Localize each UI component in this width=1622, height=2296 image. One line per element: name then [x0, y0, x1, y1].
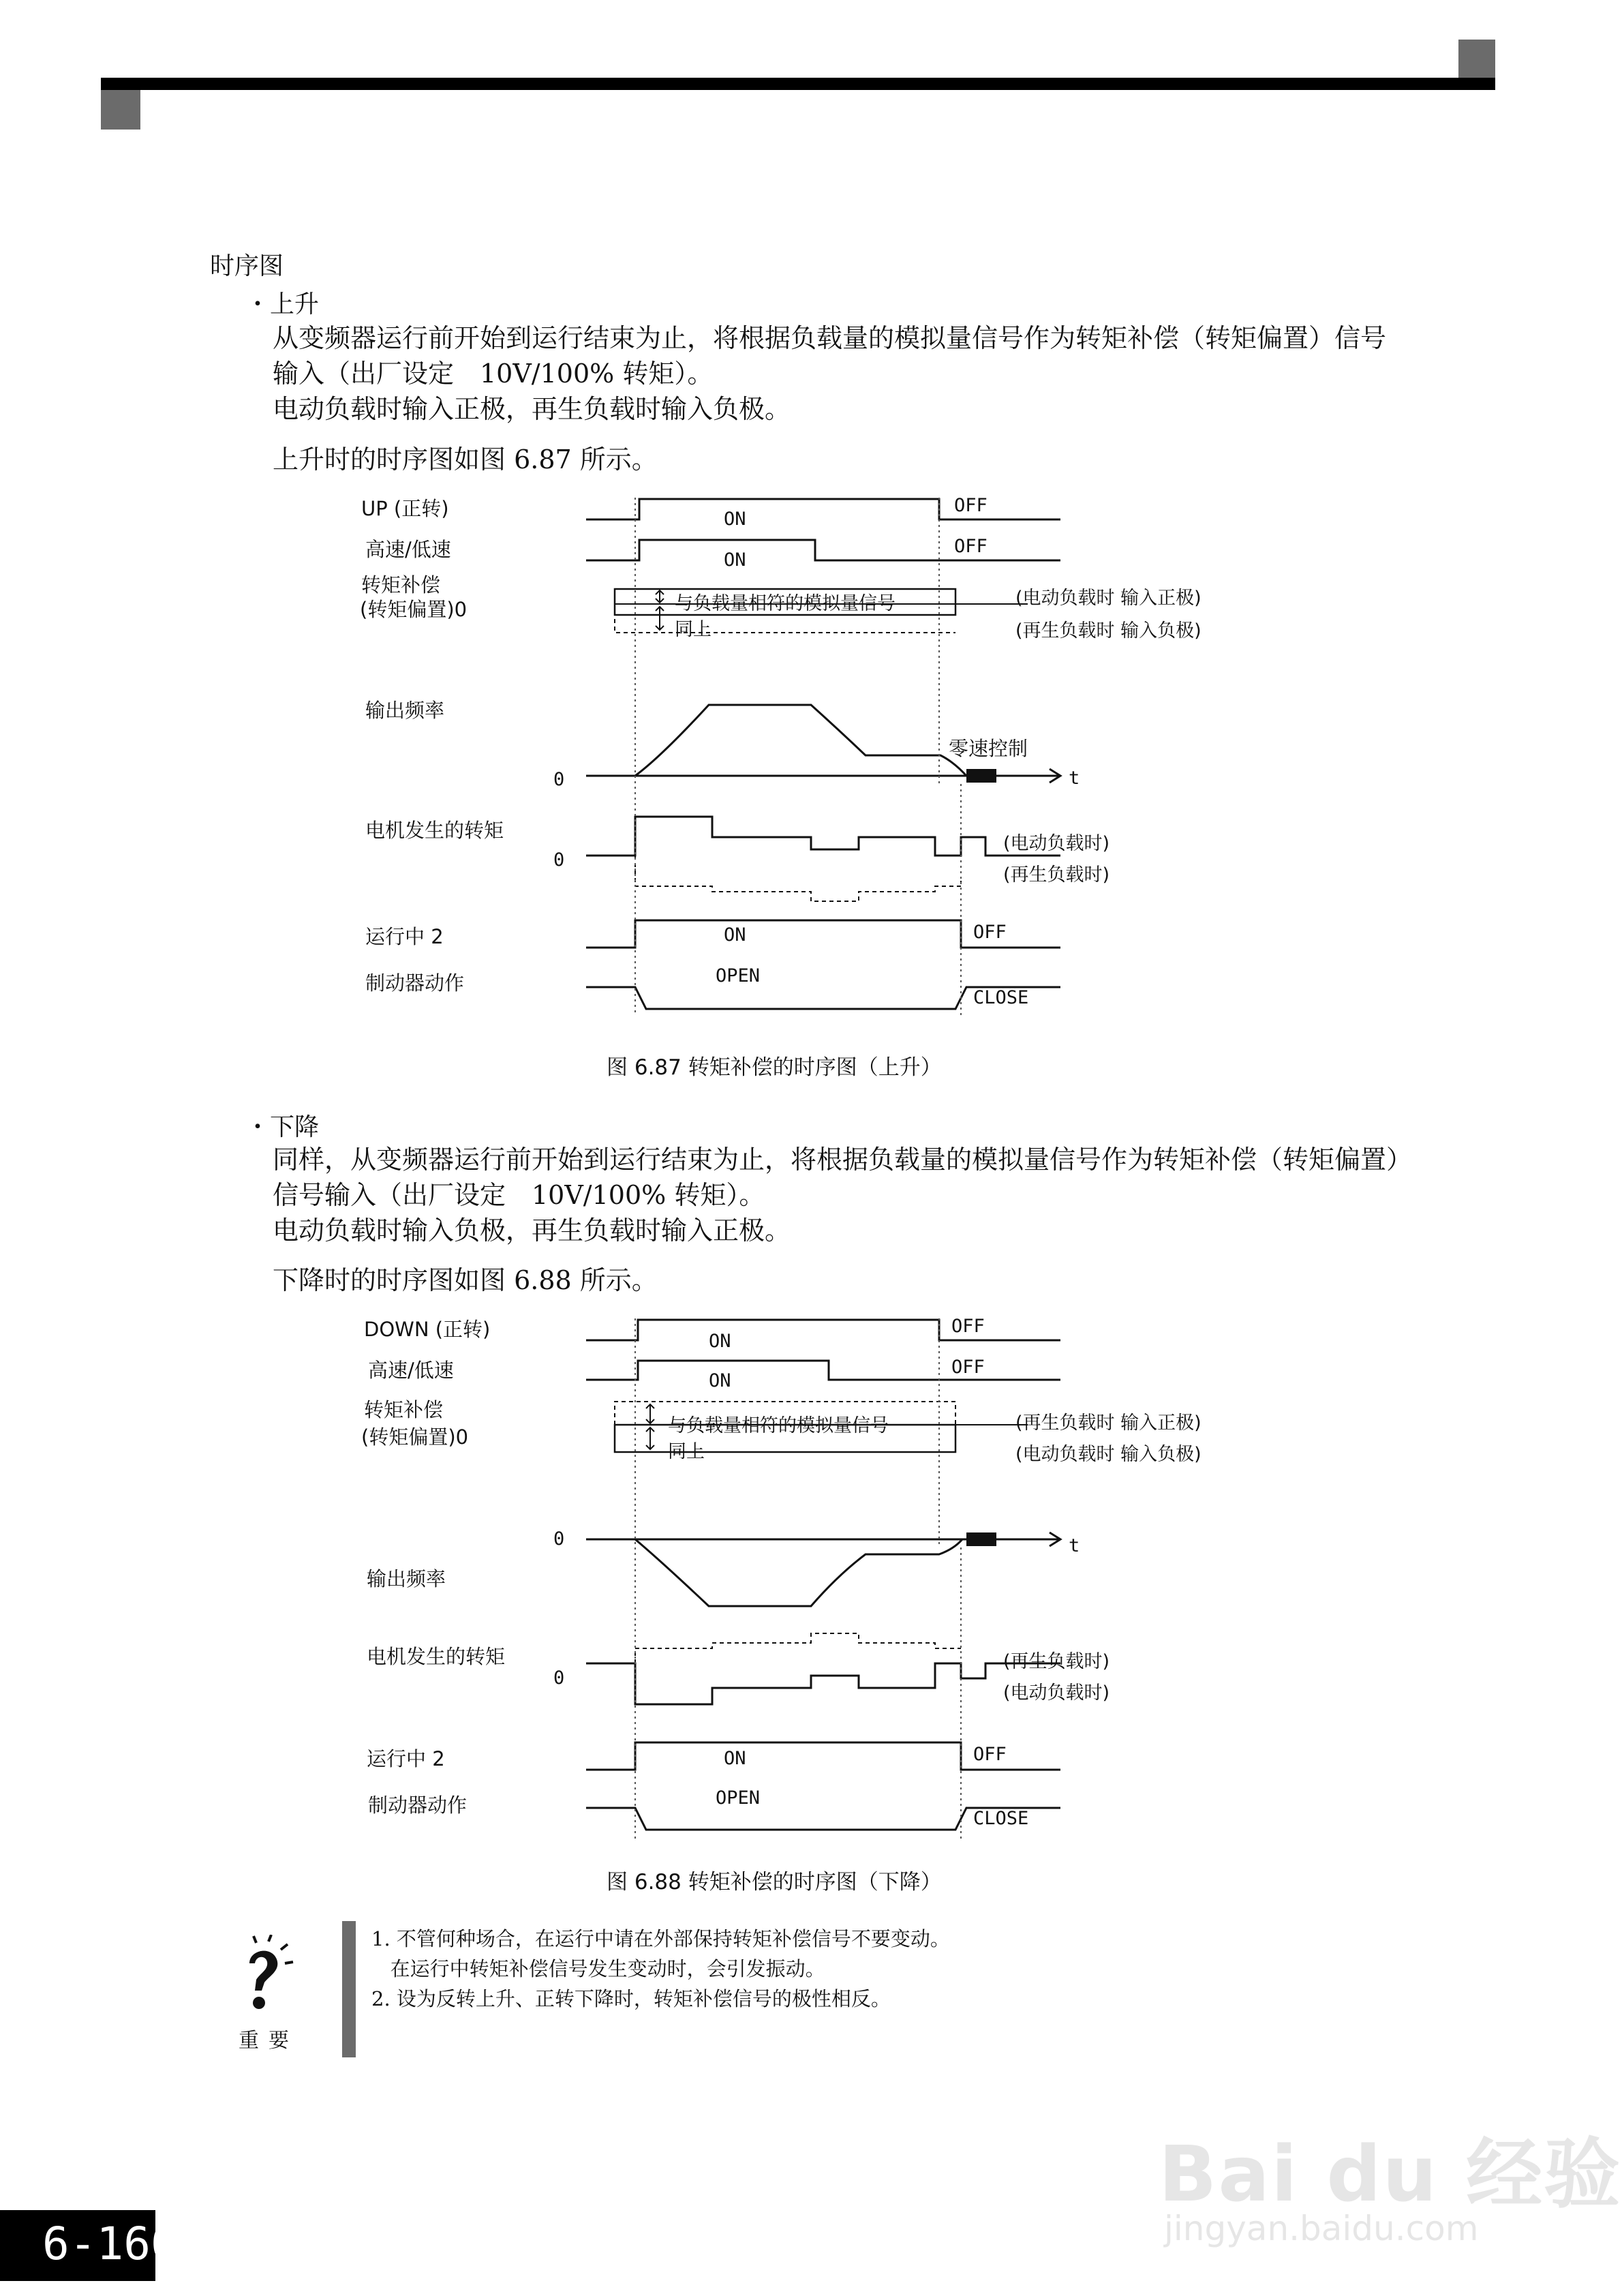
up-para1: 从变频器运行前开始到运行结束为止，将根据负载量的模拟量信号作为转矩补偿（转矩偏置）信号 输入（出厂设定 10V/100% 转矩）。 电动负载时输入正极，再生负载时输入负极。 [273, 323, 1387, 424]
header-rule [101, 78, 1495, 90]
zero-label: 0 [553, 769, 565, 790]
label-off: OFF [951, 1357, 985, 1378]
header-corner-block [1458, 40, 1495, 78]
sig-running: 运行中 2 [365, 925, 444, 948]
watermark-url: jingyan.baidu.com [1164, 2209, 1479, 2248]
label-on: ON [724, 1748, 746, 1769]
down-para1: 同样，从变频器运行前开始到运行结束为止，将根据负载量的模拟量信号作为转矩补偿（转矩偏置） 信号输入（出厂设定 10V/100% 转矩）。 电动负载时输入负极，再生负载时输入正极。 [273, 1145, 1413, 1245]
zero-speed-label: 零速控制 [949, 737, 1028, 760]
figure-caption-down: 图 6.88 转矩补偿的时序图（下降） [607, 1870, 942, 1894]
sig-torque-bias: (转矩偏置)0 [361, 1425, 469, 1449]
sig-speed: 高速/低速 [365, 538, 451, 561]
same-as-above: 同上 [675, 619, 711, 640]
watermark-logo: Bai du 经验 [1159, 2130, 1622, 2219]
note-line: 1. 不管何种场合，在运行中请在外部保持转矩补偿信号不要变动。 [371, 1927, 950, 1950]
regen-label: (再生负载时) [1003, 864, 1110, 886]
label-on: ON [724, 924, 746, 946]
pos-note: (电动负载时 输入正极) [1015, 588, 1202, 609]
note-line: 2. 设为反转上升、正转下降时，转矩补偿信号的极性相反。 [371, 1987, 891, 2010]
analog-signal: 与负载量相符的模拟量信号 [675, 593, 896, 614]
sig-torque-bias: (转矩偏置)0 [360, 598, 468, 621]
sig-speed: 高速/低速 [368, 1359, 454, 1382]
zero-label: 0 [553, 849, 565, 871]
neg-note: (电动负载时 输入负极) [1015, 1444, 1202, 1465]
t-label: t [1069, 768, 1080, 789]
label-close: CLOSE [973, 1808, 1029, 1829]
t-label: t [1069, 1535, 1080, 1556]
motoring-label: (电动负载时) [1003, 833, 1110, 854]
label-close: CLOSE [973, 987, 1029, 1008]
sig-out-freq: 输出频率 [365, 699, 445, 722]
label-off: OFF [954, 495, 988, 516]
label-on: ON [709, 1331, 731, 1352]
up-para3: 上升时的时序图如图 6.87 所示。 [273, 444, 658, 474]
down-para3: 下降时的时序图如图 6.88 所示。 [273, 1265, 658, 1295]
label-open: OPEN [716, 1787, 761, 1809]
label-on: ON [724, 509, 746, 530]
sig-torque-comp: 转矩补偿 [364, 1398, 444, 1421]
important-note [371, 1924, 950, 2014]
sig-brake: 制动器动作 [365, 971, 465, 995]
figure-caption-up: 图 6.87 转矩补偿的时序图（上升） [607, 1055, 942, 1080]
note-bar [342, 1921, 356, 2057]
sig-brake: 制动器动作 [368, 1794, 468, 1817]
analog-signal: 与负载量相符的模拟量信号 [668, 1415, 889, 1436]
motoring-label: (电动负载时) [1003, 1682, 1110, 1704]
sig-torque: 电机发生的转矩 [367, 1645, 506, 1668]
note-line: 在运行中转矩补偿信号发生变动时，会引发振动。 [371, 1957, 825, 1980]
regen-label: (再生负载时) [1003, 1651, 1110, 1672]
zero-label: 0 [553, 1667, 565, 1689]
sig-up: UP (正转) [361, 497, 449, 520]
timing-diagram-up [341, 477, 1322, 1036]
header-corner-block [101, 90, 140, 130]
sig-torque-comp: 转矩补偿 [361, 573, 441, 596]
sig-out-freq: 输出频率 [367, 1567, 446, 1590]
bullet-down: ・下降 [245, 1113, 320, 1141]
label-off: OFF [951, 1316, 985, 1337]
sig-running: 运行中 2 [367, 1747, 445, 1770]
label-open: OPEN [716, 965, 761, 986]
sig-torque: 电机发生的转矩 [365, 819, 504, 842]
timing-diagram-down [341, 1302, 1322, 1847]
label-off: OFF [973, 922, 1007, 943]
same-as-above: 同上 [668, 1441, 705, 1462]
neg-note: (再生负载时 输入负极) [1015, 620, 1202, 641]
bullet-up: ・上升 [245, 290, 320, 318]
important-icon [229, 1935, 304, 2016]
label-off: OFF [973, 1744, 1007, 1765]
section-title: 时序图 [210, 252, 284, 280]
label-off: OFF [954, 536, 988, 557]
page-number: 6-160 [42, 2218, 178, 2270]
sig-down: DOWN (正转) [364, 1318, 491, 1341]
label-on: ON [724, 549, 746, 571]
zero-label: 0 [553, 1528, 565, 1550]
label-on: ON [709, 1370, 731, 1391]
pos-note: (再生负载时 输入正极) [1015, 1413, 1202, 1434]
important-label: 重要 [239, 2029, 299, 2053]
